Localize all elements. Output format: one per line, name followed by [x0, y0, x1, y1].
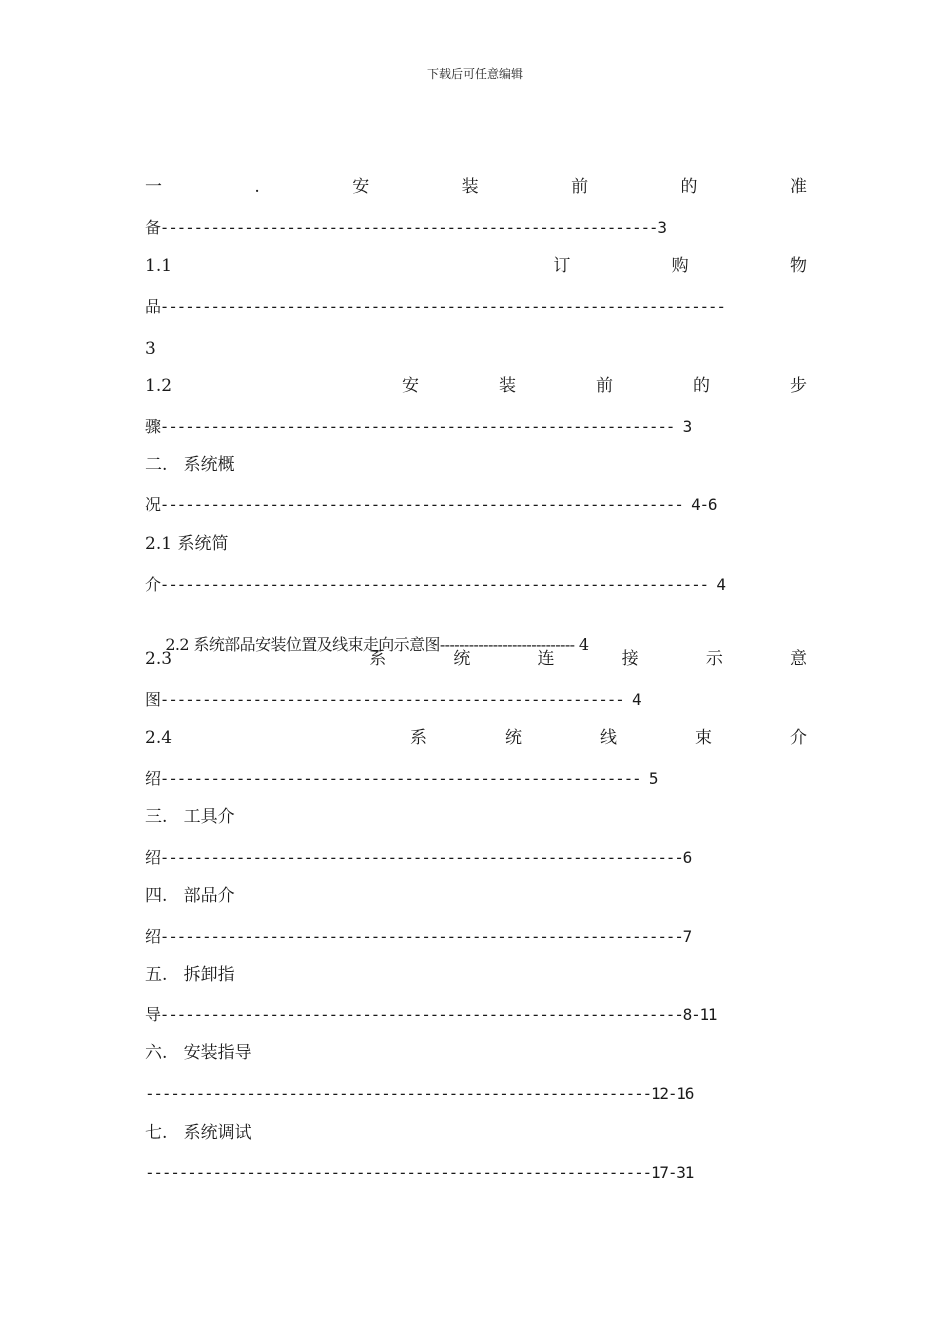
- toc-entry-2-title: 二. 系统概: [145, 455, 235, 475]
- toc-entry-4-leader: 绍--------------------------------------------------------------7: [145, 927, 692, 946]
- toc-token: 2.3: [145, 649, 173, 669]
- toc-entry-2-1-leader: 介----------------------------------------------------------------- 4: [145, 575, 725, 594]
- toc-entry-1-leader: 备-----------------------------------------------------------3: [145, 218, 666, 237]
- toc-entry-2-1-title: 2.1 系统简: [145, 534, 229, 554]
- toc-entry-1-1-title: [145, 255, 807, 277]
- toc-token: 1.1: [145, 256, 173, 276]
- toc-entry-1-1-page: 3: [145, 339, 156, 359]
- toc-token: 前: [571, 177, 589, 197]
- toc-token: 线: [600, 728, 617, 748]
- toc-token: 意: [789, 649, 807, 669]
- toc-token: 装: [461, 177, 479, 197]
- toc-token: .: [254, 177, 260, 197]
- toc-token: 安: [352, 177, 370, 197]
- toc-entry-7-leader: ------------------------------------------------------------17-31: [145, 1163, 694, 1182]
- toc-token: 物: [789, 256, 807, 276]
- toc-entry-2-leader: 况-------------------------------------------------------------- 4-6: [145, 495, 717, 514]
- toc-token: 一: [145, 177, 162, 197]
- toc-token: 统: [505, 728, 523, 748]
- toc-token: 准: [789, 177, 807, 197]
- toc-token: 装: [499, 376, 517, 396]
- toc-entry-6-title: 六. 安装指导: [145, 1043, 252, 1063]
- toc-token: 的: [692, 376, 710, 396]
- toc-token: 介: [789, 728, 807, 748]
- toc-entry-3-leader: 绍--------------------------------------------------------------6: [145, 848, 692, 867]
- toc-token: 系: [410, 728, 428, 748]
- toc-entry-1-2-leader: 骤------------------------------------------------------------- 3: [145, 417, 692, 436]
- page-header: 下载后可任意编辑: [426, 67, 523, 81]
- toc-entry-5-leader: 导--------------------------------------------------------------8-11: [145, 1005, 717, 1024]
- toc-entry-1-1-leader: 品-------------------------------------------------------------------: [145, 297, 725, 316]
- toc-token: 束: [694, 728, 712, 748]
- toc-entry-2-4-leader: 绍--------------------------------------------------------- 5: [145, 769, 658, 788]
- toc-token: 1.2: [145, 376, 173, 396]
- toc-token: 系: [369, 649, 387, 669]
- toc-entry-7-title: 七. 系统调试: [145, 1123, 252, 1143]
- toc-entry-2-4-title: [145, 727, 807, 749]
- toc-entry-4-title: 四. 部品介: [145, 886, 235, 906]
- toc-token: 2.4: [145, 728, 173, 748]
- toc-entry-1-title: [145, 176, 807, 198]
- toc-token: 的: [680, 177, 698, 197]
- toc-token: 示: [705, 649, 723, 669]
- toc-token: 连: [537, 649, 555, 669]
- toc-token: 购: [671, 256, 689, 276]
- toc-entry-2-2-text: 2.2 系统部品安装位置及线束走向示意图---------------------------- 4: [165, 635, 589, 654]
- toc-entry-1-2-title: [145, 375, 807, 397]
- toc-entry-3-title: 三. 工具介: [145, 807, 235, 827]
- toc-token: 安: [402, 376, 420, 396]
- toc-entry-2-3-leader: 图------------------------------------------------------- 4: [145, 690, 641, 709]
- toc-entry-6-leader: ------------------------------------------------------------12-16: [145, 1084, 694, 1103]
- toc-entry-2-3-title: [145, 648, 807, 670]
- toc-token: 接: [621, 649, 639, 669]
- toc-token: 步: [789, 376, 807, 396]
- toc-token: 订: [553, 256, 571, 276]
- toc-token: 前: [596, 376, 613, 396]
- toc-entry-5-title: 五. 拆卸指: [145, 965, 235, 985]
- toc-token: 统: [453, 649, 471, 669]
